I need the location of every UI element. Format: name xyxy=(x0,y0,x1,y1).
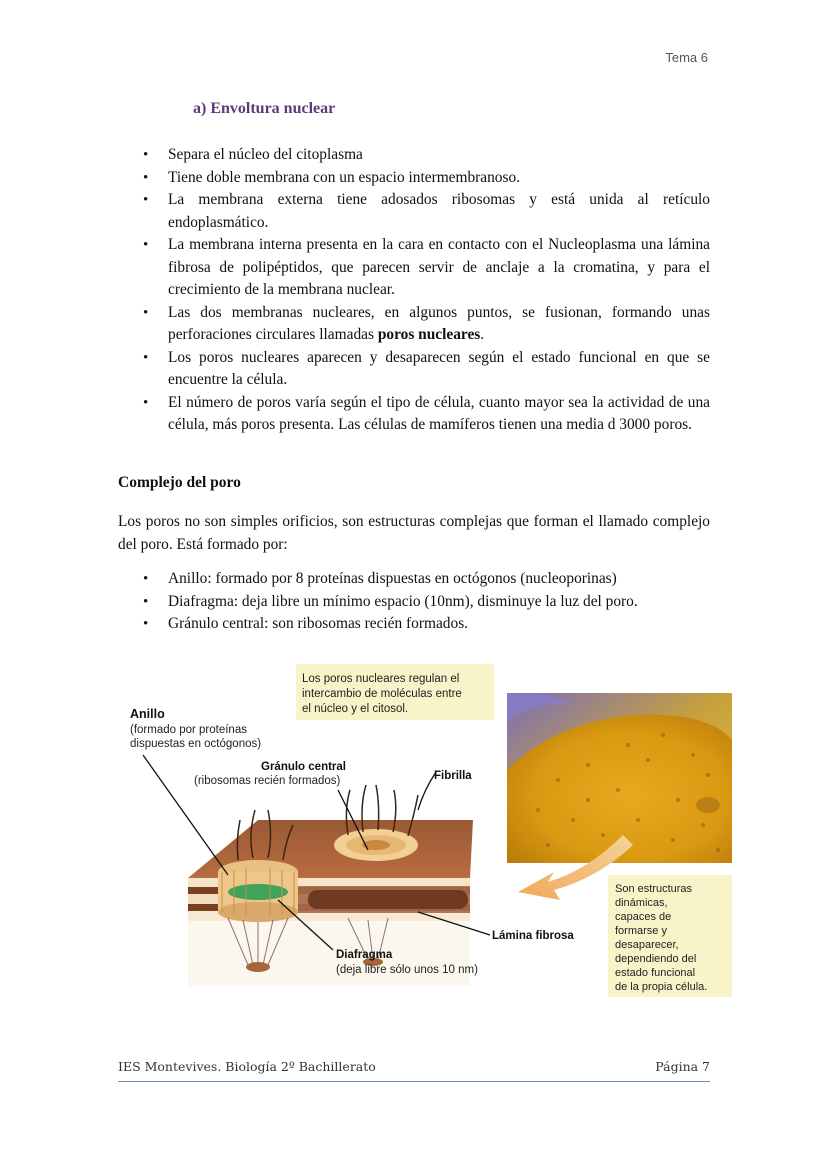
label-diafragma-sub: (deja libre sólo unos 10 nm) xyxy=(336,964,478,976)
label-granulo-sub: (ribosomas recién formados) xyxy=(194,775,341,787)
label-lamina: Lámina fibrosa xyxy=(492,930,574,942)
top-note-line-2: intercambio de moléculas entre xyxy=(302,688,462,700)
svg-text:Son estructuras dinámica: Son estructuras dinámicas, capaces de formarse y desaparecer, dependiendo del estado funcional de la propia célula. xyxy=(615,883,708,993)
list-item: • El número de poros varía según el tipo de célula, cuanto mayor sea la actividad de una célula, más poros presenta. Las células de mamíferos tienen una media d 3000 poros. xyxy=(118,392,710,437)
list-item: • La membrana interna presenta en la cara en contacto con el Nucleoplasma una lámina fibrosa de polipéptidos, que parecen servir de anclaje a la cromatina, y para el crecimiento de la membrana nuclear. xyxy=(118,234,710,302)
list-item: • Las dos membranas nucleares, en algunos puntos, se fusionan, formando unas perforaciones circulares llamadas poros nucleares. xyxy=(118,302,710,347)
bullet-list-envoltura xyxy=(118,144,710,437)
list-item: • Tiene doble membrana con un espacio intermembranoso. xyxy=(118,167,710,190)
bold-term: poros nucleares xyxy=(377,326,481,343)
label-anillo-line-1: (formado por proteínas xyxy=(130,724,247,736)
list-item: • La membrana externa tiene adosados ribosomas y está unida al retículo endoplasmático. xyxy=(118,189,710,234)
top-note-line-1: Los poros nucleares regulan el xyxy=(302,673,460,685)
list-item: • Gránulo central: son ribosomas recién formados. xyxy=(118,613,710,636)
list-item: • Los poros nucleares aparecen y desaparecen según el estado funcional en que se encuentre la célula. xyxy=(118,347,710,392)
top-note-line-3: el núcleo y el citosol. xyxy=(302,703,409,715)
label-anillo-line-2: dispuestas en octógonos) xyxy=(130,738,262,750)
list-item: • Separa el núcleo del citoplasma xyxy=(118,144,710,167)
header-topic: Tema 6 xyxy=(665,50,708,65)
section-title: a) Envoltura nuclear xyxy=(193,100,336,117)
bullet-list-complejo xyxy=(118,568,710,636)
footer-page-number: Página 7 xyxy=(655,1059,710,1074)
label-granulo: Gránulo central xyxy=(261,761,346,773)
label-fibrilla: Fibrilla xyxy=(434,770,472,782)
svg-text:(formado por proteínas d xyxy=(130,724,261,750)
pore-complex-top xyxy=(334,829,418,861)
list-item: • Diafragma: deja libre un mínimo espacio (10nm), disminuye la luz del poro. xyxy=(118,591,710,614)
membrane-diagram xyxy=(188,785,473,986)
paragraph-complejo: Los poros no son simples orificios, son estructuras complejas que forman el llamado complejo del poro. Está formado por: xyxy=(118,513,710,553)
micrograph-image xyxy=(507,693,732,863)
page-footer xyxy=(118,1059,710,1082)
nuclear-pore-illustration xyxy=(118,660,738,1005)
pore-complex-left xyxy=(218,860,298,922)
label-diafragma: Diafragma xyxy=(336,949,393,961)
footer-school: IES Montevives. Biología 2º Bachillerato xyxy=(118,1059,376,1074)
nuclear-pore-figure xyxy=(118,660,738,1005)
label-anillo: Anillo xyxy=(130,707,165,721)
list-item: • Anillo: formado por 8 proteínas dispuestas en octógonos (nucleoporinas) xyxy=(118,568,710,591)
subsection-title: Complejo del poro xyxy=(118,474,241,491)
